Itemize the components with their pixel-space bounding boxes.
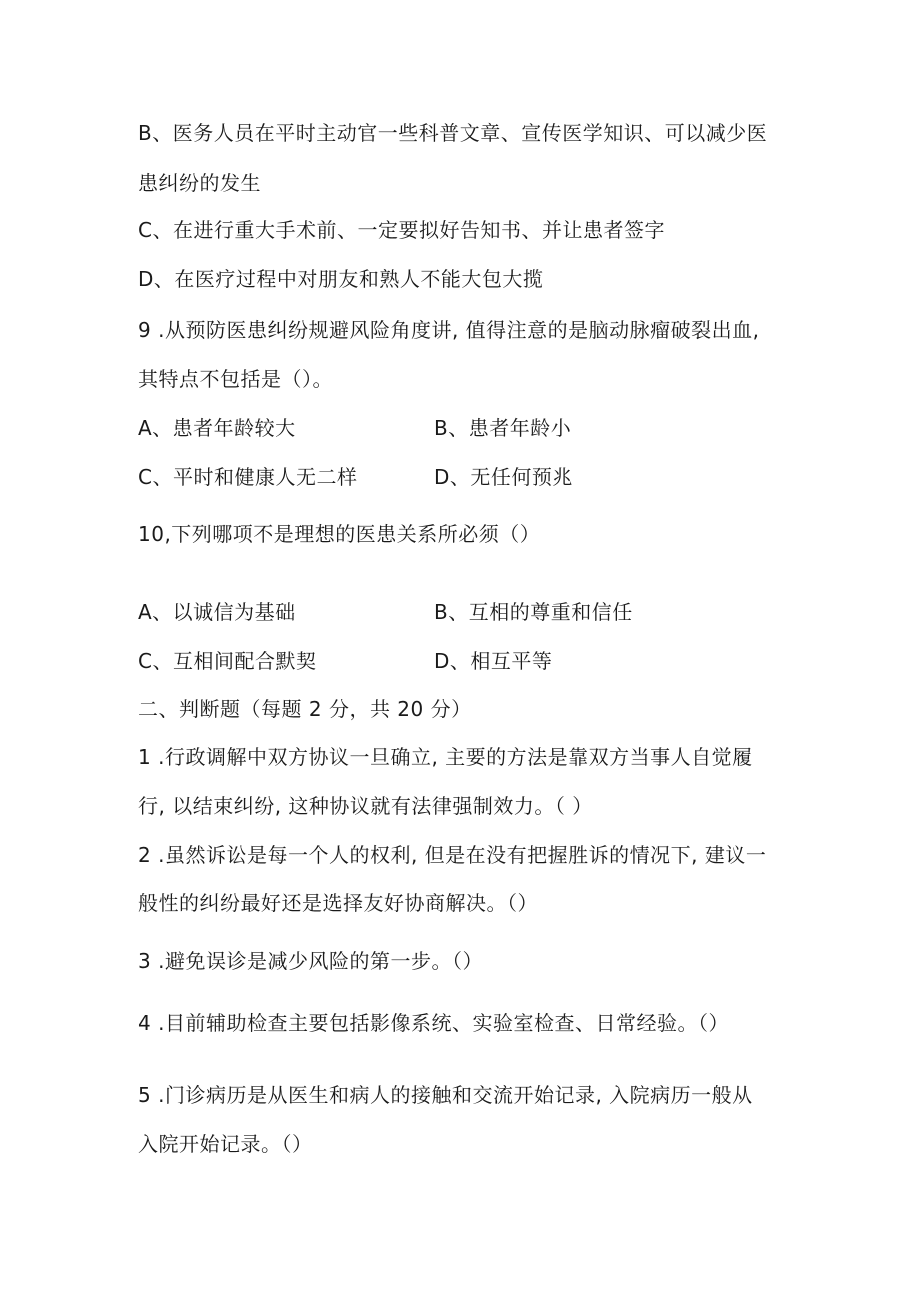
judgement-4: 4 .目前辅助检查主要包括影像系统、实验室检查、日常经验。（） [138,1011,729,1035]
question-9-option-a: A、患者年龄较大 [138,416,296,440]
question-9-line-1: 9 .从预防医患纠纷规避风险角度讲, 值得注意的是脑动脉瘤破裂出血, [138,318,760,342]
judgement-5-line-2: 入院开始记录。（） [138,1132,313,1156]
judgement-1-line-1: 1 .行政调解中双方协议一旦确立, 主要的方法是靠双方当事人自觉履 [138,745,753,769]
question-9-option-d: D、无任何预兆 [434,465,573,489]
question-10-option-b: B、互相的尊重和信任 [434,600,633,624]
judgement-5-line-1: 5 .门诊病历是从医生和病人的接触和交流开始记录, 入院病历一般从 [138,1083,753,1107]
judgement-3: 3 .避免误诊是减少风险的第一步。（） [138,949,483,973]
option-c: C、在进行重大手术前、一定要拟好告知书、并让患者签字 [138,218,665,242]
judgement-2-line-2: 般性的纠纷最好还是选择友好协商解决。（） [138,891,538,915]
question-9-line-2: 其特点不包括是（）。 [138,367,333,391]
option-b-line-1: B、医务人员在平时主动官一些科普文章、宣传医学知识、可以减少医 [138,121,768,145]
question-9-option-b: B、患者年龄小 [434,416,572,440]
option-d: D、在医疗过程中对朋友和熟人不能大包大揽 [138,267,544,291]
question-10-stem: 10,下列哪项不是理想的医患关系所必须（） [138,522,541,546]
option-b-line-2: 患纠纷的发生 [138,171,261,195]
question-10-option-d: D、相互平等 [434,649,553,673]
question-10-option-c: C、互相间配合默契 [138,649,317,673]
judgement-1-line-2: 行, 以结束纠纷, 这种协议就有法律强制效力。（ ） [138,794,593,818]
question-9-option-c: C、平时和健康人无二样 [138,465,358,489]
question-10-option-a: A、以诚信为基础 [138,600,296,624]
section-2-heading: 二、判断题（每题 2 分，共 20 分） [138,697,472,721]
judgement-2-line-1: 2 .虽然诉讼是每一个人的权利, 但是在没有把握胜诉的情况下, 建议一 [138,843,767,867]
